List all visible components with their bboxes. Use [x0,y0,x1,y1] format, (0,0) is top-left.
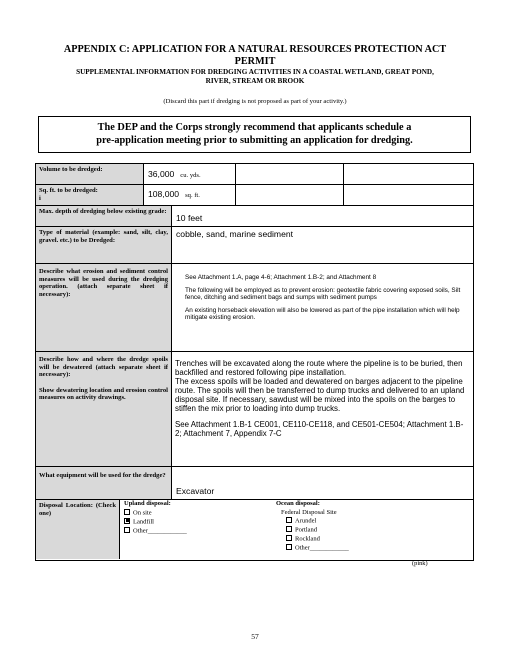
federal-disposal-site: Federal Disposal Site [281,508,337,516]
dewater-field[interactable] [172,352,473,467]
sqft-unit: sq. ft. [185,192,200,199]
volume-extra-cell-2 [344,164,473,185]
equipment-value: Excavator [176,486,215,496]
sqft-extra-cell-2 [344,185,473,206]
volume-value: 36,000 [148,169,175,179]
erosion-label: Describe what erosion and sediment control measures will be used during the dredging operation. (attach separate sheet if necessary): [36,264,172,352]
sqft-field[interactable] [144,185,236,206]
erosion-text-3: An existing horseback elevation will also be lowered as part of the pipe installation which will help mitigate existing erosion. [185,306,460,322]
dewater-text-3: See Attachment 1.B-1 CE001, CE110-CE118, and CE501-CE504; Attachment 1.B-2; Attachment 7, Appendix 7-C [175,420,464,439]
depth-field[interactable] [172,206,473,227]
appendix-title: APPENDIX C: APPLICATION FOR A NATURAL RESOURCES PROTECTION ACT PERMIT [63,44,447,67]
checkbox-icon[interactable] [286,544,292,550]
ocean-disposal-group [276,500,349,554]
appendix-subtitle: SUPPLEMENTAL INFORMATION FOR DREDGING ACTIVITIES IN A COASTAL WETLAND, GREAT POND, RIVER, STREAM OR BROOK [76,68,434,85]
ocean-option-other[interactable]: Other____________ [276,544,349,553]
erosion-text-2: The following will be employed as to prevent erosion: geotextile fabric covering exposed soils, Silt fence, ditching and sediment bags and sumps with sediment pumps [185,286,461,302]
checkbox-icon[interactable] [286,526,292,532]
ocean-option-rockland[interactable]: Rockland [276,535,349,544]
disposal-label: Disposal Location: (Check one) [36,500,120,559]
ocean-disposal-title: Ocean disposal: [276,500,320,507]
ocean-option-arundel[interactable]: Arundel [276,517,349,526]
upland-option-onsite[interactable]: On site [124,509,187,518]
dewater-text-1: Trenches will be excavated along the route where the pipeline is to be buried, then backfilled and restored following pipe installation. [175,359,463,377]
depth-label: Max. depth of dredging below existing grade: [36,206,172,227]
volume-field[interactable] [144,164,236,185]
dredging-form [35,163,474,561]
equipment-field[interactable] [172,467,473,500]
page-number: 57 [251,632,259,641]
erosion-field[interactable] [172,264,473,352]
checkbox-icon[interactable] [286,517,292,523]
sqft-label: Sq. ft. to be dredged: i [36,185,144,206]
disposal-options [120,500,473,559]
material-label: Type of material (example: sand, silt, clay, gravel. etc.) to be Dredged: [36,227,172,264]
ocean-option-portland[interactable]: Portland [276,526,349,535]
upland-disposal-group [124,500,187,536]
sqft-value: 108,000 [148,189,180,199]
equipment-label: What equipment will be used for the dredge? [36,467,172,500]
checkbox-icon[interactable] [286,535,292,541]
depth-value: 10 feet [176,213,203,223]
sqft-extra-cell-1 [236,185,344,206]
checkbox-checked-icon[interactable] [124,518,130,524]
dewater-label: Describe how and where the dredge spoils will be dewatered (attach separate sheet if necessary): Show dewatering location and erosion control measures on activity drawings. [36,352,172,467]
checkbox-icon[interactable] [124,527,130,533]
form-color-note: (pink) [412,560,428,567]
upland-option-other[interactable]: Other____________ [124,527,187,536]
erosion-text-1: See Attachment 1.A, page 4-6; Attachment 1.B-2; and Attachment 8 [185,274,377,281]
recommendation-callout: The DEP and the Corps strongly recommend that applicants schedule a pre-application meeting prior to submitting an application for dredging. [38,116,471,153]
dewater-text-2: The excess spoils will be loaded and dewatered on barges adjacent to the pipeline route. The spoils will then be transferred to dump trucks and delivered to an upland disposal site. If necessary, sawdust will be mixed into the spoils on the barges to stiffen the mix prior to loading into dump trucks. [175,376,465,413]
upland-option-landfill[interactable]: Landfill [124,518,187,527]
upland-disposal-title: Upland disposal: [124,500,171,507]
checkbox-icon[interactable] [124,509,130,515]
volume-extra-cell-1 [236,164,344,185]
discard-note: (Discard this part if dredging is not proposed as part of your activity.) [163,98,347,105]
volume-unit: cu. yds. [180,172,201,179]
material-value: cobble, sand, marine sediment [176,229,294,239]
material-field[interactable] [172,227,473,264]
volume-label: Volume to be dredged: [36,164,144,185]
